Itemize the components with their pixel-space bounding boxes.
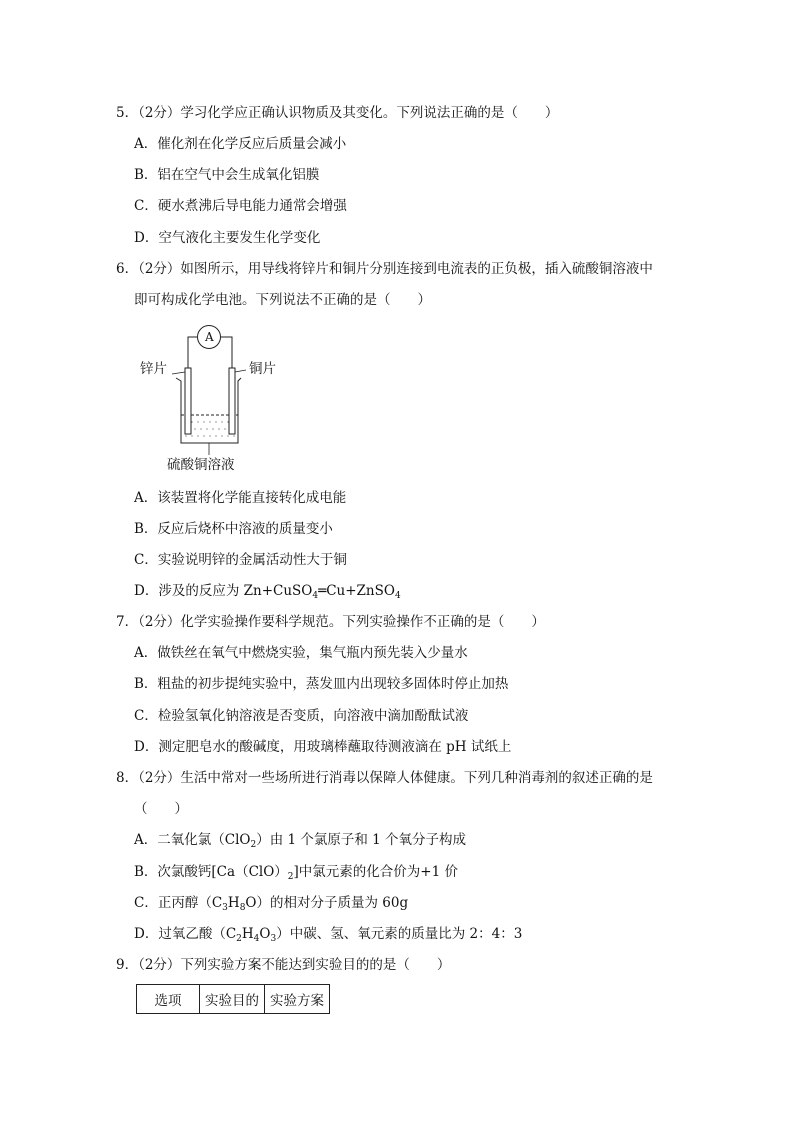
question-5-option-d: D．空气液化主要发生化学变化 bbox=[134, 230, 321, 246]
question-6-option-d: D．涉及的反应为 Zn+CuSO$_4$═Cu+ZnSO$_4$ bbox=[134, 583, 401, 601]
solution-pattern bbox=[185, 421, 234, 436]
zinc-plate bbox=[185, 368, 191, 434]
question-6-option-b: B．反应后烧杯中溶液的质量变小 bbox=[134, 521, 333, 537]
question-5-option-a: A．催化剂在化学反应后质量会减小 bbox=[134, 136, 347, 152]
question-8-stem-line-2: （ ） bbox=[134, 801, 188, 817]
question-6-stem-line-2: 即可构成化学电池。下列说法不正确的是（ ） bbox=[134, 292, 431, 308]
question-5-option-b: B．铝在空气中会生成氧化铝膜 bbox=[134, 167, 320, 183]
table-header-plan: 实验方案 bbox=[265, 985, 330, 1014]
table-header-purpose: 实验目的 bbox=[200, 985, 265, 1014]
question-7-option-a: A．做铁丝在氧气中燃烧实验，集气瓶内预先装入少量水 bbox=[134, 645, 468, 661]
copper-label: 铜片 bbox=[249, 361, 276, 377]
zinc-label: 锌片 bbox=[140, 361, 167, 377]
question-8-option-a: A．二氧化氯（ClO$_2$）由 1 个氯原子和 1 个氧分子构成 bbox=[134, 832, 467, 850]
question-8-option-c: C．正丙醇$(C_3H_8O)$的相对分子质量为 60g bbox=[134, 895, 409, 913]
question-8-option-d: D．过氧乙酸$(C_2H_4O_3)$中碳、氢、氧元素的质量比为 2：4：3 bbox=[134, 926, 523, 944]
question-9-stem: 9．（2分）下列实验方案不能达到实验目的的是（ ） bbox=[116, 957, 451, 973]
question-8-stem-line-1: 8．（2分）生活中常对一些场所进行消毒以保障人体健康。下列几种消毒剂的叙述正确的是 bbox=[116, 770, 653, 786]
question-7-option-b: B．粗盐的初步提纯实验中，蒸发皿内出现较多固体时停止加热 bbox=[134, 676, 509, 692]
question-7-option-c: C．检验氢氧化钠溶液是否变质，向溶液中滴加酚酞试液 bbox=[134, 708, 469, 724]
question-5-option-c: C．硬水煮沸后导电能力通常会增强 bbox=[134, 198, 347, 214]
copper-leader-line bbox=[235, 370, 246, 372]
question-5-stem: 5．（2分）学习化学应正确认识物质及其变化。下列说法正确的是（ ） bbox=[116, 105, 559, 121]
question-9-table bbox=[136, 984, 330, 1014]
solution-label: 硫酸铜溶液 bbox=[167, 457, 235, 473]
ammeter-label: A bbox=[205, 330, 214, 344]
question-8-option-b: B．次氯酸钙$[Ca(ClO)_2]$中氯元素的化合价为+1 价 bbox=[134, 864, 458, 882]
zinc-leader-line bbox=[172, 372, 185, 374]
copper-plate bbox=[229, 368, 235, 434]
table-header-row bbox=[137, 985, 330, 1014]
question-6-option-c: C．实验说明锌的金属活动性大于铜 bbox=[134, 552, 347, 568]
table-header-option: 选项 bbox=[137, 985, 200, 1014]
question-7-stem: 7．（2分）化学实验操作要科学规范。下列实验操作不正确的是（ ） bbox=[116, 614, 545, 630]
question-6-stem-line-1: 6．（2分）如图所示，用导线将锌片和铜片分别连接到电流表的正负极，插入硫酸铜溶液中 bbox=[116, 261, 653, 277]
question-6-option-a: A．该装置将化学能直接转化成电能 bbox=[134, 490, 347, 506]
question-7-option-d: D．测定肥皂水的酸碱度，用玻璃棒蘸取待测液滴在 pH 试纸上 bbox=[134, 739, 512, 755]
